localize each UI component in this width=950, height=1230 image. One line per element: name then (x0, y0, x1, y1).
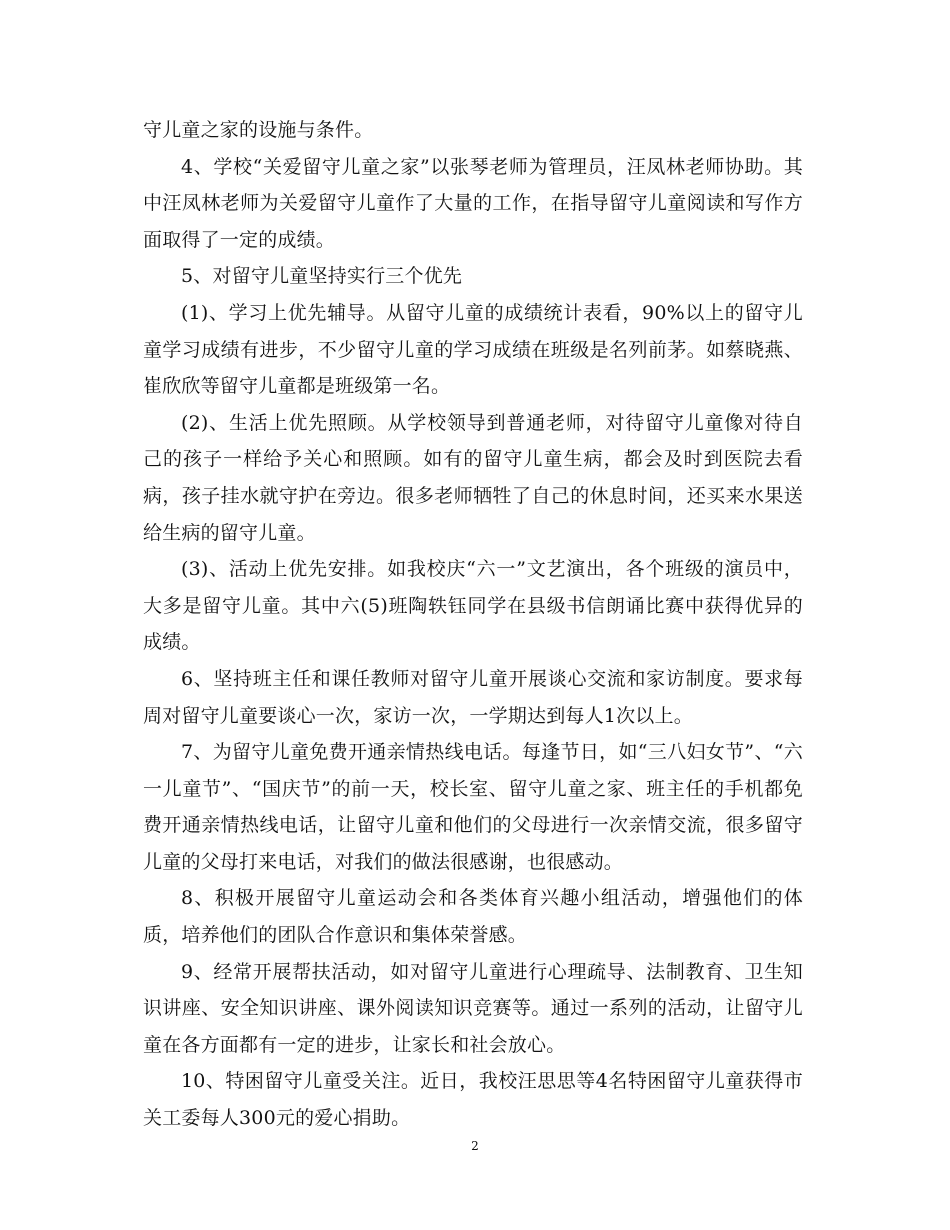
paragraph-item-7: 7、为留守儿童免费开通亲情热线电话。每逢节日，如“三八妇女节”、“六一儿童节”、“国庆节”的前一天，校长室、留守儿童之家、班主任的手机都免费开通亲情热线电话，让留守儿童和他们的父母进行一次亲情交流，很多留守儿童的父母打来电话，对我们的做法很感谢，也很感动。 (143, 741, 803, 873)
paragraph-item-4: 4、学校“关爱留守儿童之家”以张琴老师为管理员，汪凤林老师协助。其中汪凤林老师为关爱留守儿童作了大量的工作，在指导留守儿童阅读和写作方面取得了一定的成绩。 (143, 155, 803, 251)
page-number: 2 (471, 1139, 479, 1153)
paragraph-item-5: 5、对留守儿童坚持实行三个优先 (181, 265, 463, 288)
paragraph-continuation: 守儿童之家的设施与条件。 (143, 119, 374, 141)
paragraph-item-8: 8、积极开展留守儿童运动会和各类体育兴趣小组活动，增强他们的体质，培养他们的团队合作意识和集体荣誉感。 (143, 887, 803, 947)
paragraph-subitem-3: (3)、活动上优先安排。如我校庆“六一”文艺演出，各个班级的演员中，大多是留守儿童。其中六(5)班陶轶钰同学在县级书信朗诵比赛中获得优异的成绩。 (143, 558, 803, 654)
paragraph-item-9: 9、经常开展帮扶活动，如对留守儿童进行心理疏导、法制教育、卫生知识讲座、安全知识讲座、课外阅读知识竞赛等。通过一系列的活动，让留守儿童在各方面都有一定的进步，让家长和社会放心。 (143, 960, 803, 1056)
paragraph-item-6: 6、坚持班主任和课任教师对留守儿童开展谈心交流和家访制度。要求每周对留守儿童要谈心一次，家访一次，一学期达到每人1次以上。 (143, 667, 803, 727)
paragraph-item-10: 10、特困留守儿童受关注。近日，我校汪思思等4名特困留守儿童获得市关工委每人300元的爱心捐助。 (143, 1070, 803, 1130)
paragraph-subitem-1: (1)、学习上优先辅导。从留守儿童的成绩统计表看，90%以上的留守儿童学习成绩有进步，不少留守儿童的学习成绩在班级是名列前茅。如蔡晓燕、崔欣欣等留守儿童都是班级第一名。 (143, 301, 803, 398)
document-body (143, 112, 803, 1137)
paragraph-subitem-2: (2)、生活上优先照顾。从学校领导到普通老师，对待留守儿童像对待自己的孩子一样给予关心和照顾。如有的留守儿童生病，都会及时到医院去看病，孩子挂水就守护在旁边。很多老师牺牲了自己的休息时间，还买来水果送给生病的留守儿童。 (143, 411, 803, 544)
